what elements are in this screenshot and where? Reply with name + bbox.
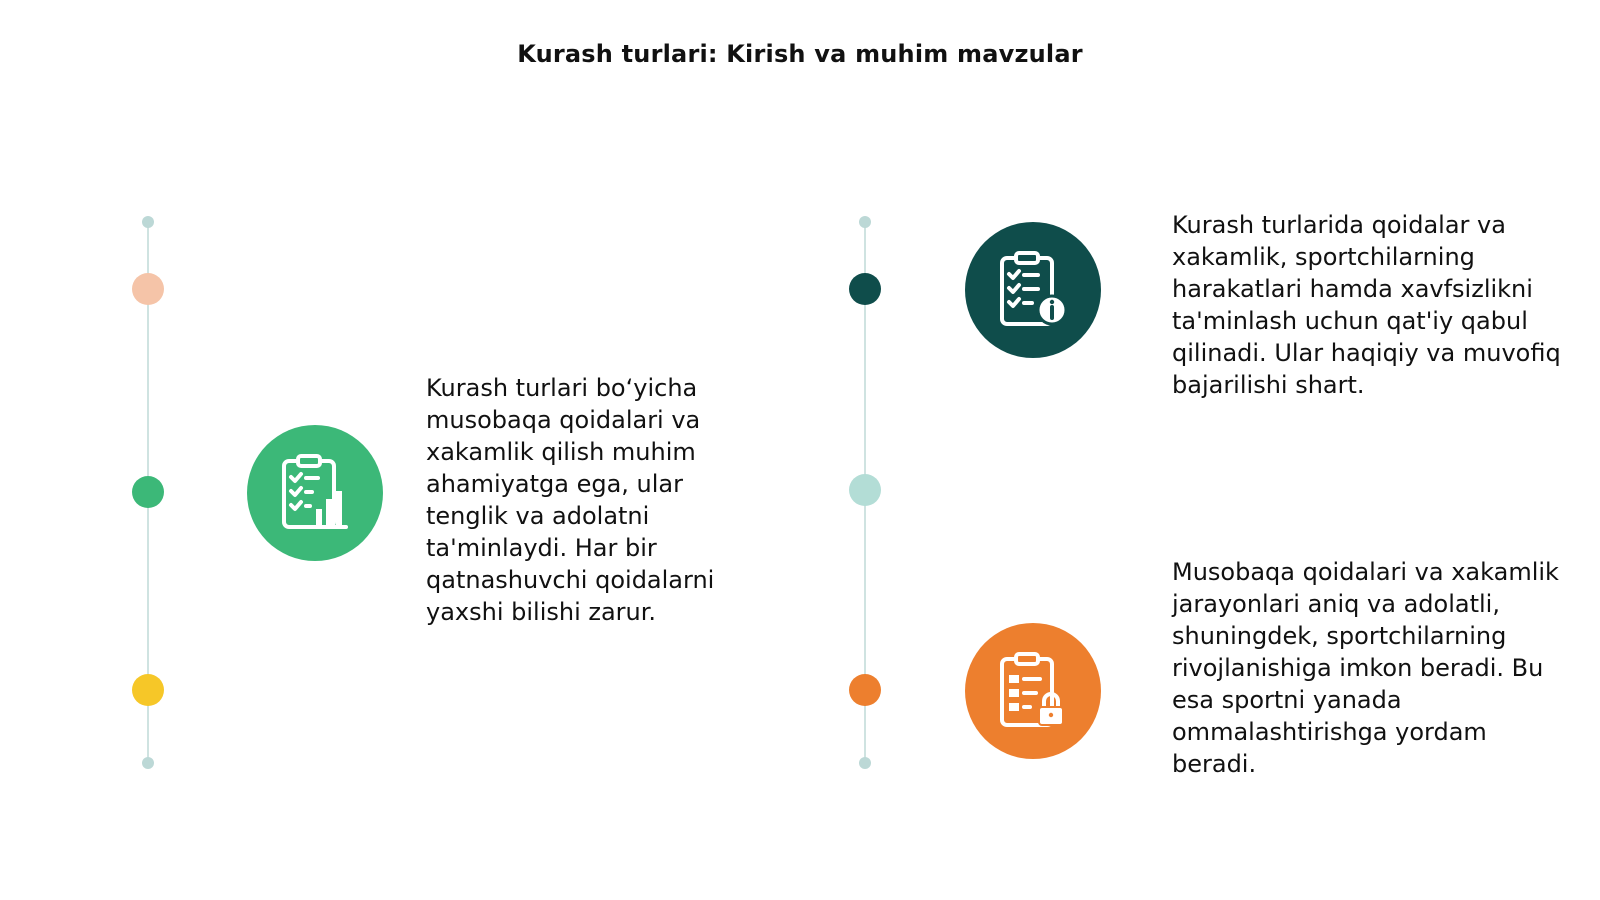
right-timeline-end-dot (859, 757, 871, 769)
left-timeline-yellow-dot (132, 674, 164, 706)
right-timeline-mint-dot (849, 474, 881, 506)
right-timeline-orange-dot (849, 674, 881, 706)
item-2-text: Kurash turlarida qoidalar va xakamlik, sportchilarning harakatlari hamda xavfsizlikni ta'minlash uchun qat'iy qabul qilinadi. Ular haqiqiy va muvofiq bajarilishi shart. (1172, 211, 1561, 399)
item-1-text: Kurash turlari bo‘yicha musobaqa qoidalari va xakamlik qilish muhim ahamiyatga ega, ular tenglik va adolatni ta'minlaydi. Har bir qatnashuvchi qoidalarni yaxshi bilishi zarur. (426, 374, 715, 626)
item-3-text: Musobaqa qoidalari va xakamlik jarayonlari aniq va adolatli, shuningdek, sportchilarning rivojlanishiga imkon beradi. Bu esa sportni yanada ommalashtirishga yordam beradi. (1172, 558, 1559, 778)
page-title: Kurash turlari: Kirish va muhim mavzular (517, 40, 1083, 68)
left-timeline-end-dot (142, 757, 154, 769)
clipboard-info-icon (996, 250, 1070, 330)
item-3-badge (965, 623, 1101, 759)
item-1-badge (247, 425, 383, 561)
clipboard-lock-icon (996, 651, 1070, 731)
left-timeline-start-dot (142, 216, 154, 228)
left-timeline-peach-dot (132, 273, 164, 305)
left-timeline-green-dot (132, 476, 164, 508)
right-timeline-start-dot (859, 216, 871, 228)
clipboard-chart-icon (278, 453, 352, 533)
item-2-badge (965, 222, 1101, 358)
right-timeline-dark-dot (849, 273, 881, 305)
